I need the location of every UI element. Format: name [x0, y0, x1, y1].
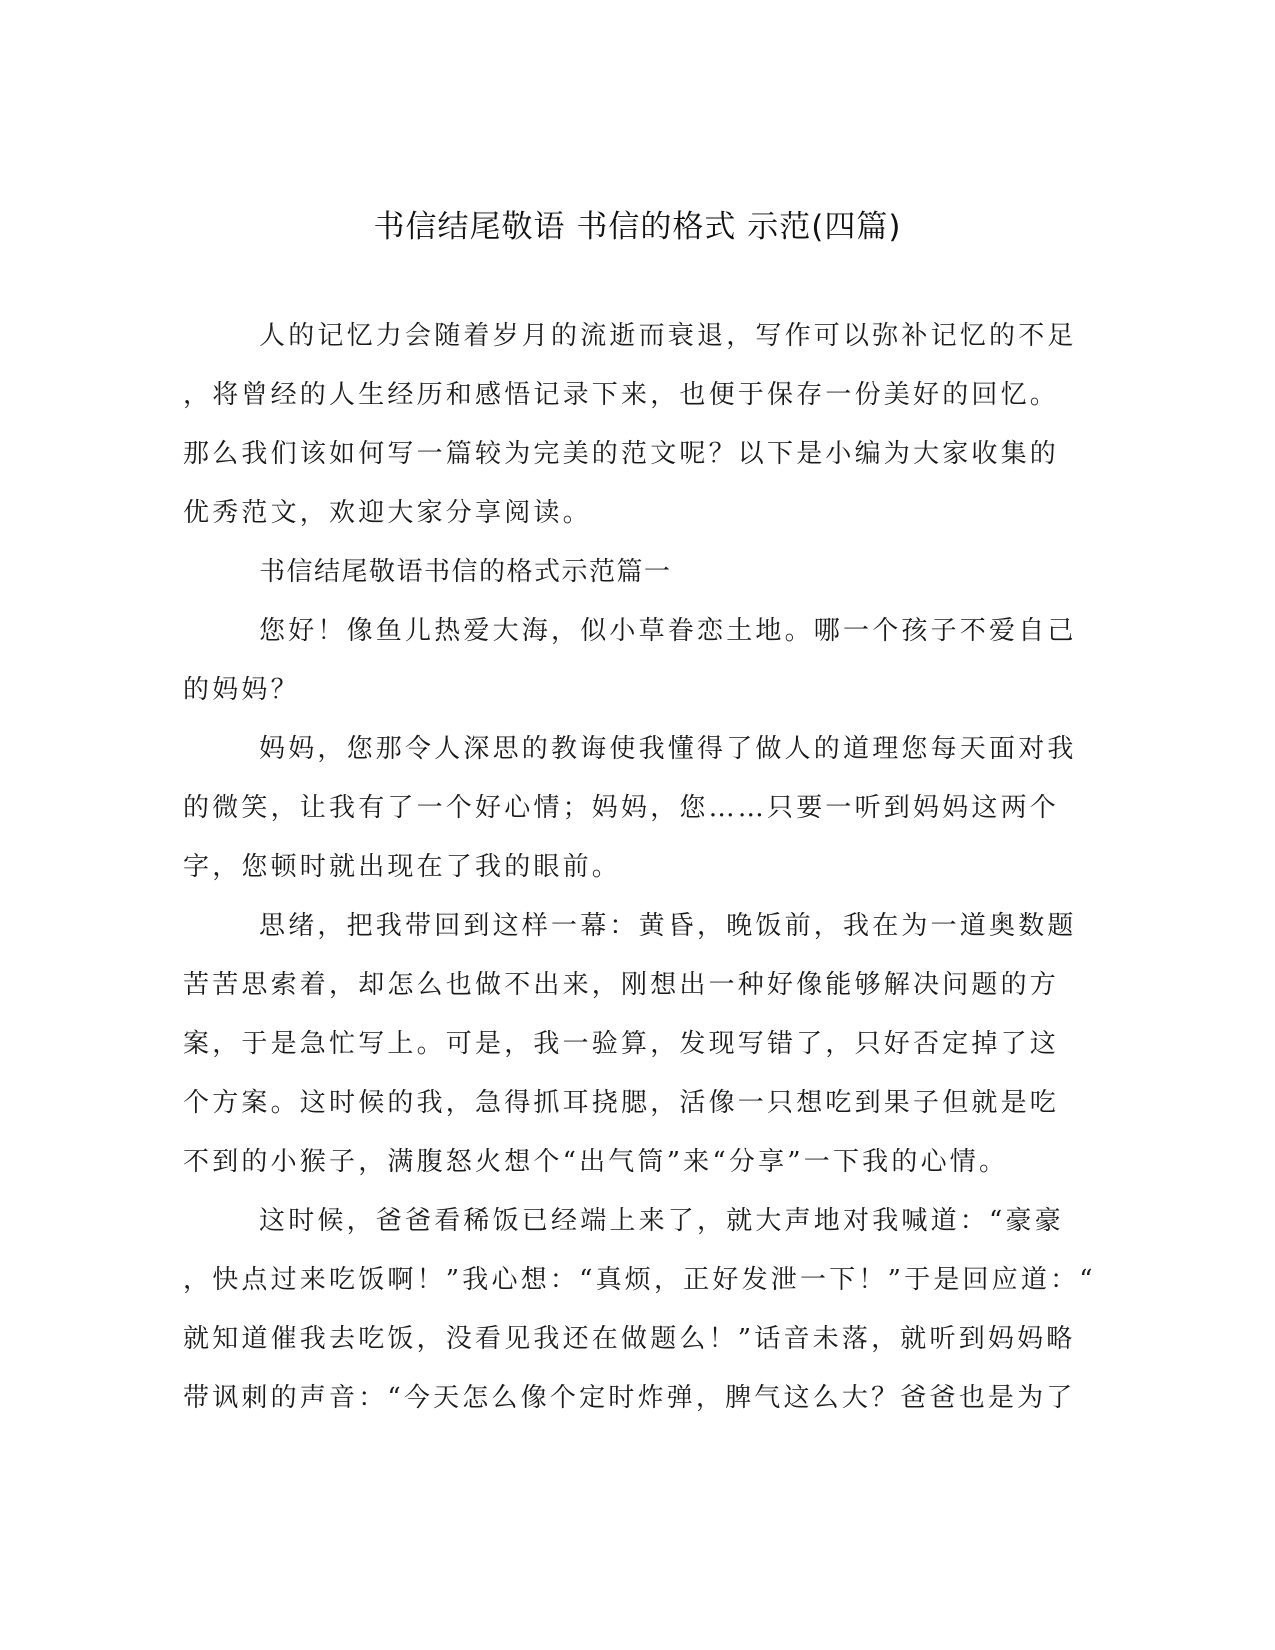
body-line-19: 带讽刺的声音：“今天怎么像个定时炸弹，脾气这么大？爸爸也是为了: [183, 1383, 1076, 1413]
body-line-18: 就知道催我去吃饭，没看见我还在做题么！”话音未落，就听到妈妈略: [183, 1324, 1076, 1354]
body-line-2: ，将曾经的人生经历和感悟记录下来，也便于保存一份美好的回忆。: [183, 380, 1060, 410]
body-line-11: 思绪，把我带回到这样一幕：黄昏，晚饭前，我在为一道奥数题: [259, 911, 1077, 941]
body-line-3: 那么我们该如何写一篇较为完美的范文呢？以下是小编为大家收集的: [183, 439, 1060, 469]
body-line-8: 妈妈，您那令人深思的教诲使我懂得了做人的道理您每天面对我: [259, 734, 1077, 764]
body-line-12: 苦苦思索着，却怎么也做不出来，刚想出一种好像能够解决问题的方: [183, 970, 1060, 1000]
body-line-9: 的微笑，让我有了一个好心情；妈妈，您……只要一听到妈妈这两个: [183, 793, 1060, 823]
document-title: 书信结尾敬语 书信的格式 示范(四篇): [373, 209, 902, 245]
body-line-4: 优秀范文，欢迎大家分享阅读。: [183, 498, 592, 528]
body-line-7: 的妈妈？: [183, 675, 300, 705]
body-line-14: 个方案。这时候的我，急得抓耳挠腮，活像一只想吃到果子但就是吃: [183, 1088, 1060, 1118]
section-heading: 书信结尾敬语书信的格式示范篇一: [259, 557, 672, 587]
body-line-13: 案，于是急忙写上。可是，我一验算，发现写错了，只好否定掉了这: [183, 1029, 1060, 1059]
body-line-6: 您好！像鱼儿热爱大海，似小草眷恋土地。哪一个孩子不爱自己: [259, 616, 1077, 646]
body-line-17: ，快点过来吃饭啊！”我心想：“真烦，正好发泄一下！”于是回应道：“: [183, 1265, 1096, 1295]
body-line-15: 不到的小猴子，满腹怒火想个“出气筒”来“分享”一下我的心情。: [183, 1147, 1009, 1177]
body-line-16: 这时候，爸爸看稀饭已经端上来了，就大声地对我喊道：“豪豪: [259, 1206, 1064, 1236]
body-line-1: 人的记忆力会随着岁月的流逝而衰退，写作可以弥补记忆的不足: [259, 321, 1077, 351]
body-line-10: 字，您顿时就出现在了我的眼前。: [183, 852, 622, 882]
